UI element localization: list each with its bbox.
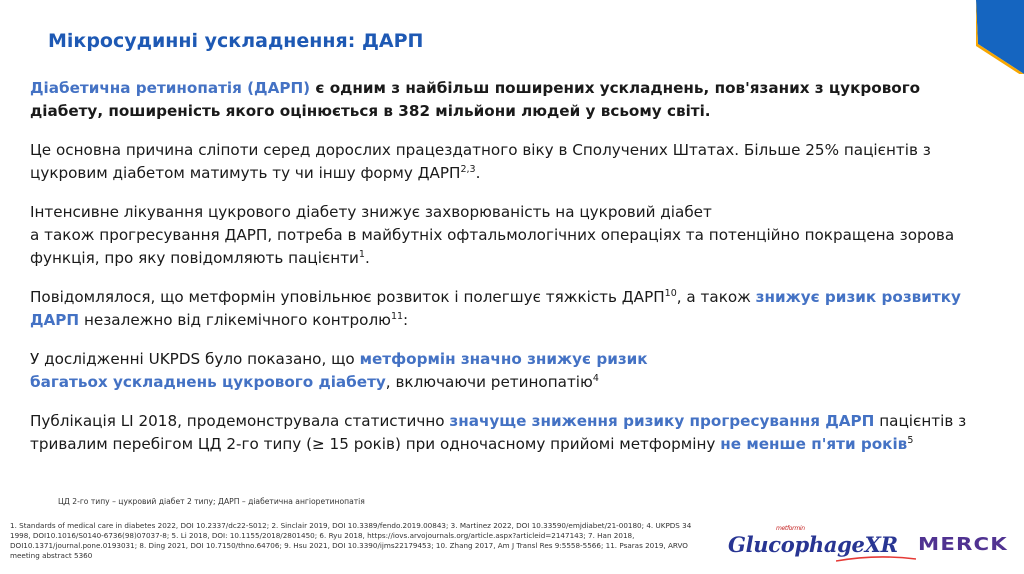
text: незалежно від глікемічного контролю — [79, 311, 391, 329]
logo-suffix: XR — [864, 532, 898, 557]
logo-tagline: metformin — [776, 525, 805, 532]
text: . — [364, 249, 370, 267]
logo-swoosh — [836, 556, 916, 562]
citation: 4 — [592, 372, 599, 384]
slide-title: Мікросудинні ускладнення: ДАРП — [48, 30, 424, 52]
citation: 1 — [358, 248, 365, 260]
text: , включаючи ретинопатію — [385, 373, 593, 391]
corner-decoration — [976, 0, 1024, 74]
paragraph-treatment — [30, 201, 980, 270]
highlight: багатьох ускладнень цукрового діабету — [30, 373, 386, 391]
text: . — [475, 164, 481, 182]
text: пацієнтів з тривалим перебігом ЦД 2-го типу (≥ 15 років) при одночасному прийомі метформіну — [30, 412, 967, 453]
paragraph-ukpds — [30, 348, 980, 394]
references: 1. Standards of medical care in diabetes 2022, DOI 10.2337/dc22-S012; 2. Sinclair 2019, DOI 10.3389/fendo.2019.00843; 3. Martinez 2022, DOI 10.33590/emjdiabet/21-00180; 4. UKPDS 34 1998, DOI10.1016/S0140-6736(98)07037-8; 5. Li 2018, DOI: 10.1155/2018/2801450; 6. Ryu 2018, https://iovs.arvojournals.org/article.aspx?articleid=2147143; 7. Han 2018, DOI10.1371/journal.pone.0193031; 8. Ding 2021, DOI 10.7150/thno.64706; 9. Hsu 2021, DOI 10.3390/ijms22179453; 10. Zhang 2017, Am J Transl Res 9:5558-5566; 11. Psaras 2019, ARVO meeting abstract 5360 — [10, 521, 692, 560]
text: Інтенсивне лікування цукрового діабету знижує захворюваність на цукровий діабет — [30, 203, 712, 221]
text: Це основна причина сліпоти серед дорослих працездатного віку в Сполучених Штатах. Більше 25% пацієнтів з цукровим діабетом матимуть ту чи іншу форму ДАРП — [30, 141, 931, 182]
paragraph-blindness — [30, 139, 980, 185]
citation: 5 — [907, 434, 914, 446]
text: , а також — [676, 288, 756, 306]
paragraph-li2018 — [30, 410, 980, 456]
paragraph-metformin — [30, 286, 980, 332]
text: Публікація LI 2018, продемонструвала статистично — [30, 412, 450, 430]
citation: 11 — [390, 310, 404, 322]
paragraph-prevalence — [30, 77, 980, 123]
logo-brand: Glucophage — [728, 532, 865, 557]
text: У дослідженні UKPDS було показано, що — [30, 350, 360, 368]
glucophage-logo — [728, 525, 898, 557]
merck-logo: MERCK — [918, 534, 1008, 555]
highlight: значуще зниження ризику прогресування ДАРП — [449, 412, 875, 430]
abbreviations-note: ЦД 2-го типу – цукровий діабет 2 типу; ДАРП – діабетична ангіоретинопатія — [58, 497, 365, 506]
text: : — [403, 311, 409, 329]
citation: 2,3 — [460, 163, 476, 175]
text: є одним з найбільш поширених ускладнень, пов'язаних з цукрового діабету, поширеність якого оцінюється в 382 мільйони людей у всьому світі. — [30, 79, 921, 120]
highlight: метформін значно знижує ризик — [359, 350, 648, 368]
text: Повідомлялося, що метформін уповільнює розвиток і полегшує тяжкість ДАРП — [30, 288, 665, 306]
highlight: знижує ризик розвитку ДАРП — [30, 288, 961, 329]
citation: 10 — [664, 287, 677, 299]
body-text — [30, 77, 980, 472]
text: а також прогресування ДАРП, потреба в майбутніх офтальмологічних операціях та потенційно покращена зорова функція, про яку повідомляють пацієнти — [30, 226, 955, 267]
highlight-dr-term: Діабетична ретинопатія (ДАРП) — [30, 79, 311, 97]
highlight: не менше п'яти років — [720, 435, 908, 453]
